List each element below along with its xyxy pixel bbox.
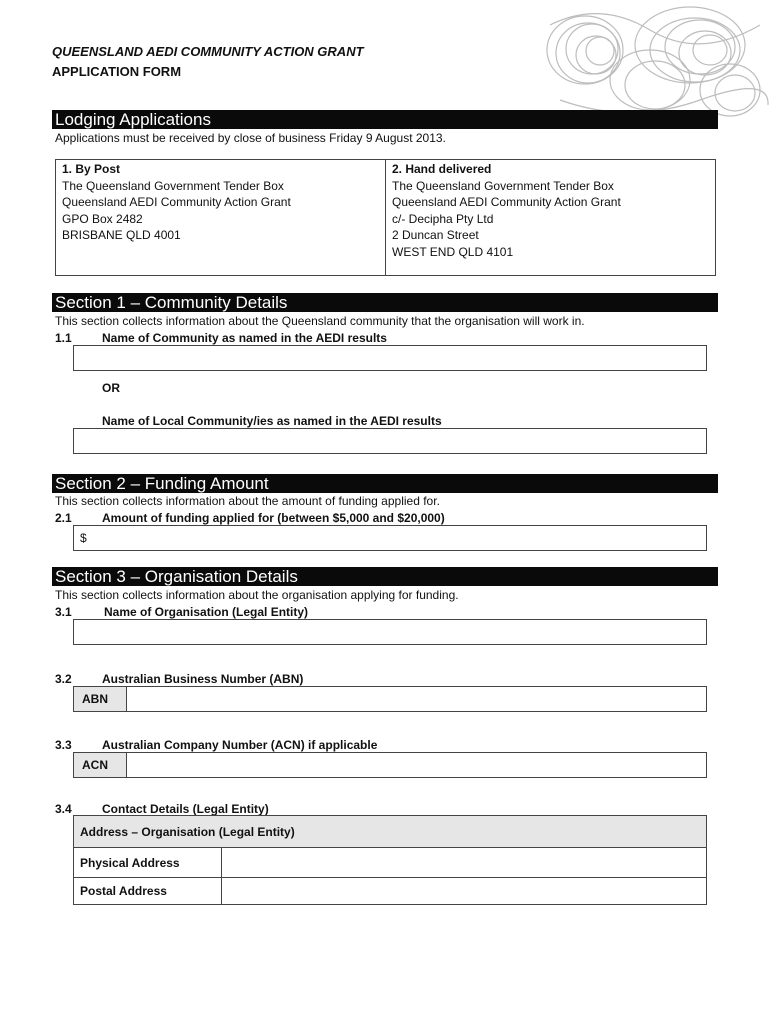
physical-address-label: Physical Address	[74, 848, 222, 877]
question-number: 1.1	[55, 331, 72, 345]
question-number: 3.1	[55, 605, 72, 619]
local-community-label: Name of Local Community/ies as named in the AEDI results	[102, 414, 442, 428]
lodging-heading: Lodging Applications	[52, 110, 718, 129]
organisation-name-input[interactable]	[73, 619, 707, 645]
funding-amount-input[interactable]	[73, 525, 707, 551]
contact-table-header: Address – Organisation (Legal Entity)	[74, 816, 706, 848]
hand-delivered-line: 2 Duncan Street	[392, 228, 479, 242]
hand-delivered-title: 2. Hand delivered	[392, 162, 492, 176]
lodging-table	[55, 159, 716, 276]
section2-heading: Section 2 – Funding Amount	[52, 474, 718, 493]
by-post-title: 1. By Post	[62, 162, 121, 176]
organisation-name-label: Name of Organisation (Legal Entity)	[104, 605, 309, 619]
currency-symbol: $	[80, 531, 87, 545]
question-number: 3.3	[55, 738, 72, 752]
community-name-label: Name of Community as named in the AEDI results	[102, 331, 387, 345]
or-label: OR	[102, 381, 120, 395]
section1-intro: This section collects information about the Queensland community that the organisation will work in.	[55, 314, 585, 328]
funding-amount-label: Amount of funding applied for (between $5,000 and $20,000)	[102, 511, 445, 525]
postal-address-input[interactable]	[222, 878, 706, 904]
by-post-line: GPO Box 2482	[62, 211, 143, 226]
section2-intro: This section collects information about the amount of funding applied for.	[55, 494, 440, 508]
acn-input[interactable]	[73, 752, 707, 778]
form-title: QUEENSLAND AEDI COMMUNITY ACTION GRANT	[52, 44, 364, 59]
by-post-line: Queensland AEDI Community Action Grant	[62, 195, 291, 209]
question-number: 3.4	[55, 802, 72, 816]
hand-delivered-line: WEST END QLD 4101	[392, 244, 514, 259]
physical-address-input[interactable]	[222, 848, 706, 877]
abn-question-label: Australian Business Number (ABN)	[102, 672, 304, 686]
local-community-input[interactable]	[73, 428, 707, 454]
abn-input[interactable]	[73, 686, 707, 712]
physical-address-row	[74, 848, 706, 878]
hand-delivered-line: The Queensland Government Tender Box	[392, 178, 614, 193]
community-name-input[interactable]	[73, 345, 707, 371]
by-post-line: The Queensland Government Tender Box	[62, 178, 284, 193]
question-number: 3.2	[55, 672, 72, 686]
question-number: 2.1	[55, 511, 72, 525]
contact-details-table	[73, 815, 707, 905]
section3-heading: Section 3 – Organisation Details	[52, 567, 718, 586]
by-post-line: BRISBANE QLD 4001	[62, 228, 181, 242]
postal-address-label: Postal Address	[74, 878, 222, 904]
scribble-logo-icon	[540, 5, 770, 125]
acn-label: ACN	[74, 753, 127, 777]
postal-address-row	[74, 878, 706, 904]
lodging-intro: Applications must be received by close of business Friday 9 August 2013.	[55, 131, 446, 145]
hand-delivered-line: Queensland AEDI Community Action Grant	[392, 195, 621, 209]
abn-label: ABN	[74, 687, 127, 711]
section3-intro: This section collects information about the organisation applying for funding.	[55, 588, 459, 602]
hand-delivered-column	[386, 160, 715, 275]
contact-details-label: Contact Details (Legal Entity)	[102, 802, 269, 816]
form-subtitle: APPLICATION FORM	[52, 64, 182, 79]
hand-delivered-line: c/- Decipha Pty Ltd	[392, 211, 494, 226]
acn-question-label: Australian Company Number (ACN) if applicable	[102, 738, 378, 752]
section1-heading: Section 1 – Community Details	[52, 293, 718, 312]
by-post-column	[56, 160, 386, 275]
